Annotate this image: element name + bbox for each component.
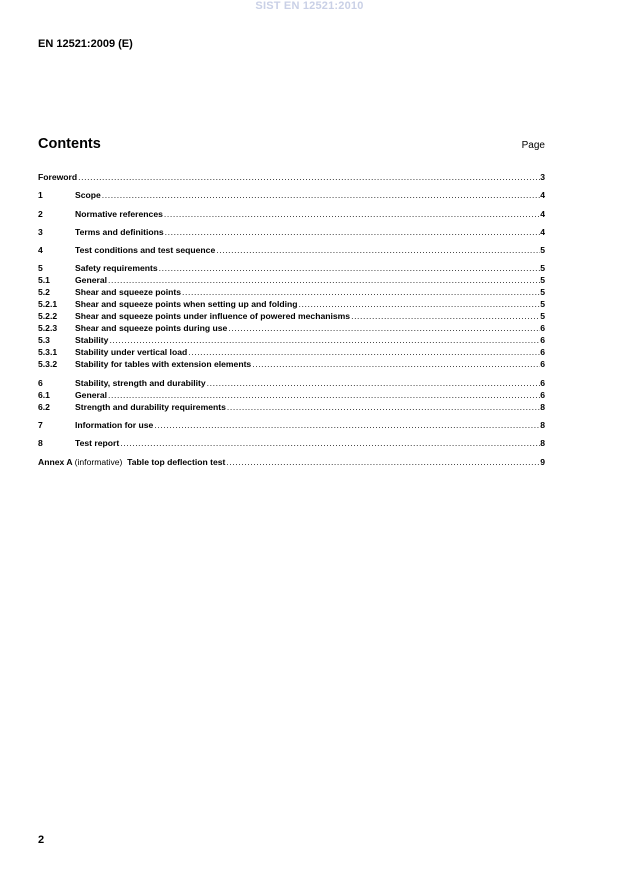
toc-entry-title: Test conditions and test sequence: [75, 245, 216, 256]
toc-entry-page: 6: [540, 377, 545, 388]
toc-entry-number: 5.1: [38, 275, 50, 286]
toc-entry-page: 4: [540, 226, 545, 237]
annex-label: Annex A: [38, 456, 73, 467]
toc-leader-dots: [108, 389, 540, 401]
toc-entry-title: Shear and squeeze points when setting up and folding: [75, 299, 298, 310]
toc-entry-5-2-2[interactable]: [38, 310, 545, 322]
toc-entry-page: 6: [540, 347, 545, 358]
toc-entry-title: Stability under vertical load: [75, 347, 188, 358]
toc-entry-title: Stability for tables with extension elements: [75, 359, 252, 370]
toc-leader-dots: [351, 310, 540, 322]
toc-entry-number: 4: [38, 245, 43, 256]
toc-leader-dots: [154, 419, 540, 431]
contents-heading: Contents: [38, 136, 101, 152]
toc-leader-dots: [165, 226, 541, 238]
toc-entry-title: Information for use: [75, 420, 154, 431]
toc-entry-page: 5: [540, 263, 545, 274]
toc-entry-number: 2: [38, 208, 43, 219]
toc-leader-dots: [299, 298, 541, 310]
toc-entry-5-2-1[interactable]: [38, 298, 545, 310]
toc-leader-dots: [216, 244, 540, 256]
toc-entry-number: 6.1: [38, 389, 50, 400]
toc-entry-number: 3: [38, 226, 43, 237]
toc-entry-page: 9: [540, 456, 545, 467]
toc-entry-title: Safety requirements: [75, 263, 158, 274]
toc-entry-stability-strength[interactable]: [38, 377, 545, 389]
toc-entry-information-for-use[interactable]: [38, 419, 545, 431]
toc-entry-page: 5: [540, 299, 545, 310]
toc-entry-5-3-stability[interactable]: [38, 334, 545, 346]
watermark: SIST EN 12521:2010: [255, 0, 364, 12]
toc-entry-page: 5: [540, 245, 545, 256]
toc-entry-title: Foreword: [38, 172, 78, 182]
page-column-label: Page: [521, 140, 545, 151]
toc-entry-title: General: [75, 275, 108, 286]
toc-entry-title: Scope: [75, 190, 101, 201]
toc-entry-title: Test report: [75, 438, 120, 449]
toc-entry-safety-requirements[interactable]: [38, 262, 545, 274]
toc-entry-6-2-strength[interactable]: [38, 401, 545, 413]
table-of-contents: [38, 171, 545, 468]
toc-leader-dots: [108, 274, 540, 286]
toc-entry-number: 1: [38, 190, 43, 201]
toc-entry-annex-a[interactable]: [38, 456, 545, 468]
toc-entry-5-1-general[interactable]: [38, 274, 545, 286]
toc-entry-title: Strength and durability requirements: [75, 401, 226, 412]
toc-entry-5-2-3[interactable]: [38, 322, 545, 334]
toc-entry-normative-references[interactable]: [38, 208, 545, 220]
toc-entry-number: 5.2.1: [38, 299, 58, 310]
toc-entry-title-group: [38, 456, 225, 468]
toc-entry-number: 5.3: [38, 335, 50, 346]
toc-leader-dots: [164, 208, 540, 220]
toc-entry-page: 6: [540, 389, 545, 400]
toc-entry-number: 5.2.2: [38, 311, 58, 322]
toc-entry-number: 8: [38, 438, 43, 449]
toc-entry-5-3-1[interactable]: [38, 346, 545, 358]
toc-entry-title: Normative references: [75, 208, 163, 219]
toc-leader-dots: [109, 334, 540, 346]
toc-entry-page: 5: [540, 287, 545, 298]
document-id: EN 12521:2009 (E): [38, 38, 133, 50]
toc-entry-page: 6: [540, 359, 545, 370]
toc-entry-number: 6.2: [38, 401, 50, 412]
toc-leader-dots: [188, 346, 540, 358]
toc-leader-dots: [102, 189, 540, 201]
toc-entry-5-2-shear-squeeze[interactable]: [38, 286, 545, 298]
toc-leader-dots: [159, 262, 541, 274]
toc-leader-dots: [252, 358, 540, 370]
toc-leader-dots: [207, 377, 541, 389]
toc-leader-dots: [228, 322, 540, 334]
toc-entry-test-conditions[interactable]: [38, 244, 545, 256]
toc-entry-page: 6: [540, 323, 545, 334]
toc-entry-page: 5: [540, 275, 545, 286]
toc-leader-dots: [226, 456, 540, 468]
toc-entry-page: 5: [540, 311, 545, 322]
toc-entry-number: 5.3.1: [38, 347, 58, 358]
toc-entry-title: Terms and definitions: [75, 226, 164, 237]
toc-entry-title: General: [75, 389, 108, 400]
toc-entry-title: Stability, strength and durability: [75, 377, 206, 388]
toc-entry-title: Shear and squeeze points during use: [75, 323, 228, 334]
toc-entry-number: 6: [38, 377, 43, 388]
toc-leader-dots: [182, 286, 540, 298]
toc-leader-dots: [78, 171, 540, 183]
toc-entry-page: 8: [540, 401, 545, 412]
toc-entry-page: 8: [540, 438, 545, 449]
toc-entry-6-1-general[interactable]: [38, 389, 545, 401]
annex-note: (informative): [74, 456, 123, 467]
toc-entry-terms-and-definitions[interactable]: [38, 226, 545, 238]
toc-entry-number: 5.3.2: [38, 359, 58, 370]
toc-leader-dots: [227, 401, 540, 413]
toc-entry-test-report[interactable]: [38, 437, 545, 449]
toc-entry-page: 8: [540, 420, 545, 431]
toc-entry-number: 5.2.3: [38, 323, 58, 334]
toc-entry-page: 4: [540, 190, 545, 201]
toc-entry-title: Stability: [75, 335, 109, 346]
toc-entry-page: 6: [540, 335, 545, 346]
toc-entry-scope[interactable]: [38, 189, 545, 201]
toc-entry-title: Table top deflection test: [127, 456, 226, 467]
toc-entry-page: 4: [540, 208, 545, 219]
toc-entry-number: 5: [38, 263, 43, 274]
toc-entry-number: 5.2: [38, 287, 50, 298]
toc-entry-title: Shear and squeeze points under influence of powered mechanisms: [75, 311, 351, 322]
toc-entry-title: Shear and squeeze points: [75, 287, 182, 298]
toc-leader-dots: [120, 437, 540, 449]
toc-entry-foreword[interactable]: [38, 171, 545, 183]
toc-entry-number: 7: [38, 420, 43, 431]
toc-entry-page: 3: [540, 172, 545, 182]
page-number: 2: [38, 834, 45, 846]
toc-entry-5-3-2[interactable]: [38, 358, 545, 370]
